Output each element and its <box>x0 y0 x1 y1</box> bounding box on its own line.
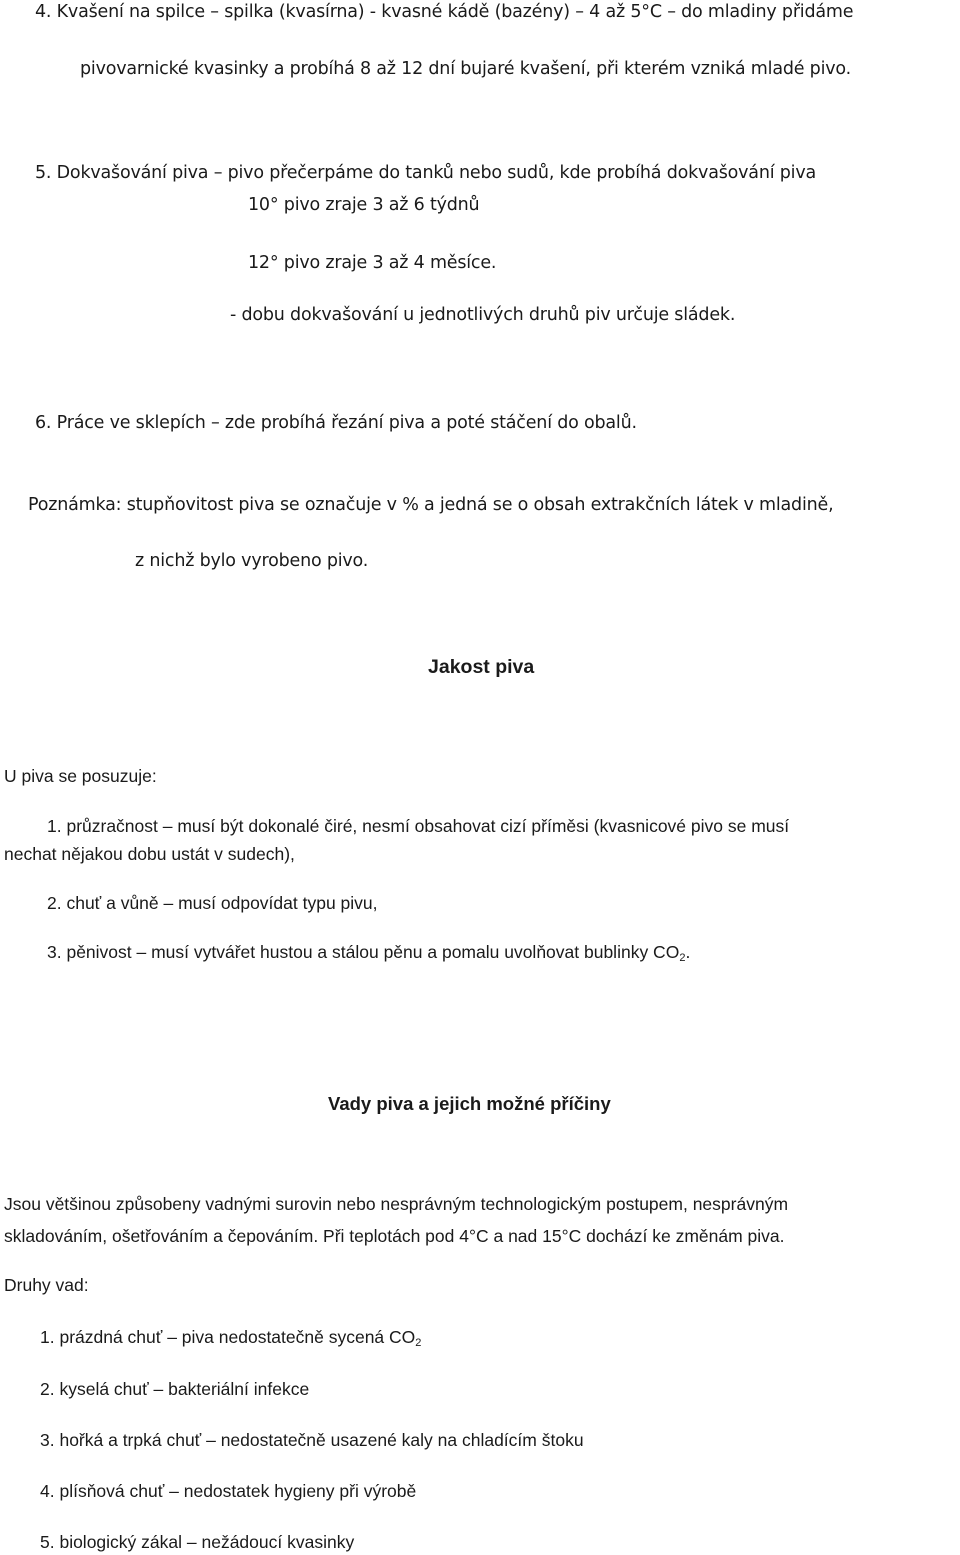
quality-item-3 <box>47 944 690 964</box>
quality-item-3-subscript: 2 <box>679 952 686 964</box>
note-line-1: Poznámka: stupňovitost piva se označuje v % a jedná se o obsah extrakčních látek v mladině, <box>28 495 834 515</box>
step-4-line-2: pivovarnické kvasinky a probíhá 8 až 12 dní bujaré kvašení, při kterém vzniká mladé pivo. <box>80 59 851 79</box>
quality-item-2: 2. chuť a vůně – musí odpovídat typu pivu, <box>47 893 378 913</box>
quality-intro: U piva se posuzuje: <box>4 766 157 786</box>
defect-item-1-subscript: 2 <box>415 1337 422 1349</box>
step-6-line-1: 6. Práce ve sklepích – zde probíhá řezání piva a poté stáčení do obalů. <box>35 413 637 433</box>
quality-item-3-text: 3. pěnivost – musí vytvářet hustou a stálou pěnu a pomalu uvolňovat bublinky CO <box>47 942 680 962</box>
defect-item-1-text: 1. prázdná chuť – piva nedostatečně sycená CO <box>40 1327 416 1347</box>
step-5-line-2: 10° pivo zraje 3 až 6 týdnů <box>248 195 480 215</box>
defect-item-4: 4. plísňová chuť – nedostatek hygieny při výrobě <box>40 1481 417 1501</box>
quality-item-3-end: . <box>685 942 691 962</box>
defect-item-5: 5. biologický zákal – nežádoucí kvasinky <box>40 1532 355 1552</box>
step-4-line-1: 4. Kvašení na spilce – spilka (kvasírna) - kvasné kádě (bazény) – 4 až 5°C – do mladiny přidáme <box>35 2 854 22</box>
defects-heading: Vady piva a jejich možné příčiny <box>328 1093 611 1114</box>
defect-item-1 <box>40 1329 421 1349</box>
defects-intro-line-1: Jsou většinou způsobeny vadnými surovin nebo nesprávným technologickým postupem, nesprávným <box>4 1194 789 1214</box>
note-line-2: z nichž bylo vyrobeno pivo. <box>135 551 369 571</box>
defects-intro-line-2: skladováním, ošetřováním a čepováním. Při teplotách pod 4°C a nad 15°C dochází ke změnám piva. <box>4 1226 785 1246</box>
step-5-line-1: 5. Dokvašování piva – pivo přečerpáme do tanků nebo sudů, kde probíhá dokvašování piva <box>35 163 816 183</box>
defect-item-3: 3. hořká a trpká chuť – nedostatečně usazené kaly na chladícím štoku <box>40 1430 584 1450</box>
quality-item-1-line-2: nechat nějakou dobu ustát v sudech), <box>4 844 295 864</box>
quality-item-1-line-1: 1. průzračnost – musí být dokonalé čiré, nesmí obsahovat cizí příměsi (kvasnicové pivo se musí <box>47 816 790 836</box>
quality-heading: Jakost piva <box>428 656 535 678</box>
step-5-line-3: 12° pivo zraje 3 až 4 měsíce. <box>248 253 497 273</box>
defect-item-2: 2. kyselá chuť – bakteriální infekce <box>40 1379 310 1399</box>
defects-types-label: Druhy vad: <box>4 1275 89 1295</box>
step-5-line-4: - dobu dokvašování u jednotlivých druhů piv určuje sládek. <box>230 305 736 325</box>
